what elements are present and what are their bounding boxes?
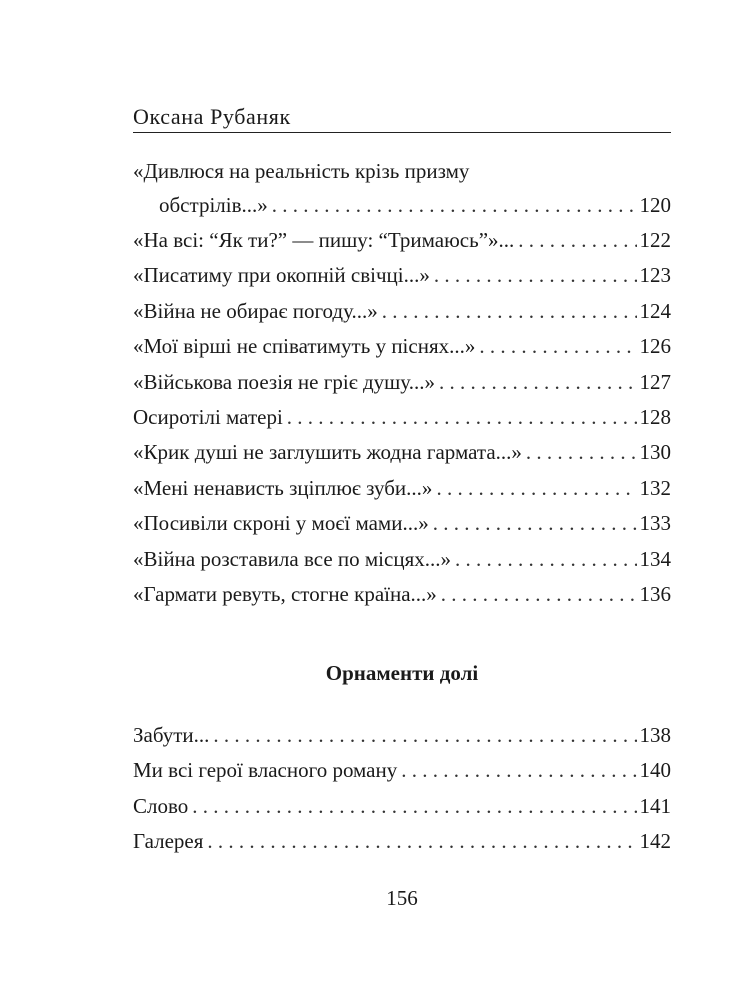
dot-leader [437,577,637,612]
toc-entry-page: 136 [639,581,671,606]
dot-leader [397,753,637,788]
toc-entry-title: «Крик душі не заглушить жодна гармата...» [133,440,522,465]
toc-entry-page: 124 [639,298,671,323]
section-title: Орнаменти долі [325,661,479,685]
toc-entry-title: обстрілів...» [159,193,268,217]
toc-entry-page: 127 [639,369,671,394]
table-of-contents-part-1 [133,155,671,612]
page-number: 156 [386,886,418,910]
toc-entry-page: 141 [639,793,671,818]
toc-entry-title: «Посивіли скроні у моєї мами...» [133,511,429,536]
toc-entry-title: Галерея [133,829,204,854]
toc-entry-title: Забути... [133,723,210,747]
toc-entry [133,718,671,753]
dot-leader [268,188,637,223]
dot-leader [451,542,637,577]
toc-entry [133,435,671,470]
table-of-contents-part-2 [133,718,671,860]
toc-entry [133,753,671,788]
toc-entry-page: 140 [639,758,671,783]
toc-entry-page: 134 [639,546,671,571]
header-rule [133,132,671,133]
toc-entry-title: «Мої вірші не співатимуть у піснях...» [133,334,476,359]
toc-entry-page: 132 [639,475,671,500]
toc-entry [133,329,671,364]
toc-entry-page: 133 [639,511,671,536]
toc-entry-page: 128 [639,404,671,429]
dot-leader [514,223,637,258]
running-head-author: Оксана Рубаняк [133,104,291,129]
toc-entry-title: Осиротілі матері [133,404,283,429]
toc-entry [133,294,671,329]
toc-entry-page: 142 [639,829,671,854]
toc-entry-title: Ми всі герої власного роману [133,758,398,783]
dot-leader [522,435,637,470]
toc-entry [133,155,671,223]
toc-entry-title: «Мені ненависть зціплює зуби...» [133,475,433,500]
dot-leader [475,329,637,364]
toc-entry-page: 122 [639,228,671,252]
toc-entry-title: «Гармати ревуть, стогне країна...» [133,581,437,606]
toc-entry [133,577,671,612]
toc-entry-title-line1: «Дивлюся на реальність крізь призму [133,159,470,183]
dot-leader [435,365,637,400]
toc-entry [133,400,671,435]
toc-entry [133,471,671,506]
dot-leader [432,471,637,506]
toc-entry [133,365,671,400]
dot-leader [209,718,637,753]
toc-entry-title: Слово [133,793,189,818]
toc-entry [133,258,671,293]
toc-entry-title: «Писатиму при окопній свічці...» [133,263,430,288]
book-page [133,0,671,1000]
toc-entry-title: «На всі: “Як ти?” — пишу: “Тримаюсь”»... [133,228,515,252]
dot-leader [378,294,637,329]
toc-entry-page: 123 [639,263,671,288]
dot-leader [283,400,637,435]
toc-entry-title: «Військова поезія не гріє душу...» [133,369,435,394]
toc-entry [133,542,671,577]
toc-entry-title: «Війна розставила все по місцях...» [133,546,451,571]
toc-entry-page: 126 [639,334,671,359]
toc-entry-page: 120 [639,193,671,217]
toc-entry-page: 138 [639,723,671,747]
dot-leader [203,824,637,859]
dot-leader [188,789,637,824]
toc-entry [133,824,671,859]
toc-entry [133,506,671,541]
toc-entry [133,789,671,824]
toc-entry [133,223,671,258]
dot-leader [429,506,637,541]
toc-entry-title: «Війна не обирає погоду...» [133,298,378,323]
dot-leader [430,258,637,293]
toc-entry-page: 130 [639,440,671,465]
